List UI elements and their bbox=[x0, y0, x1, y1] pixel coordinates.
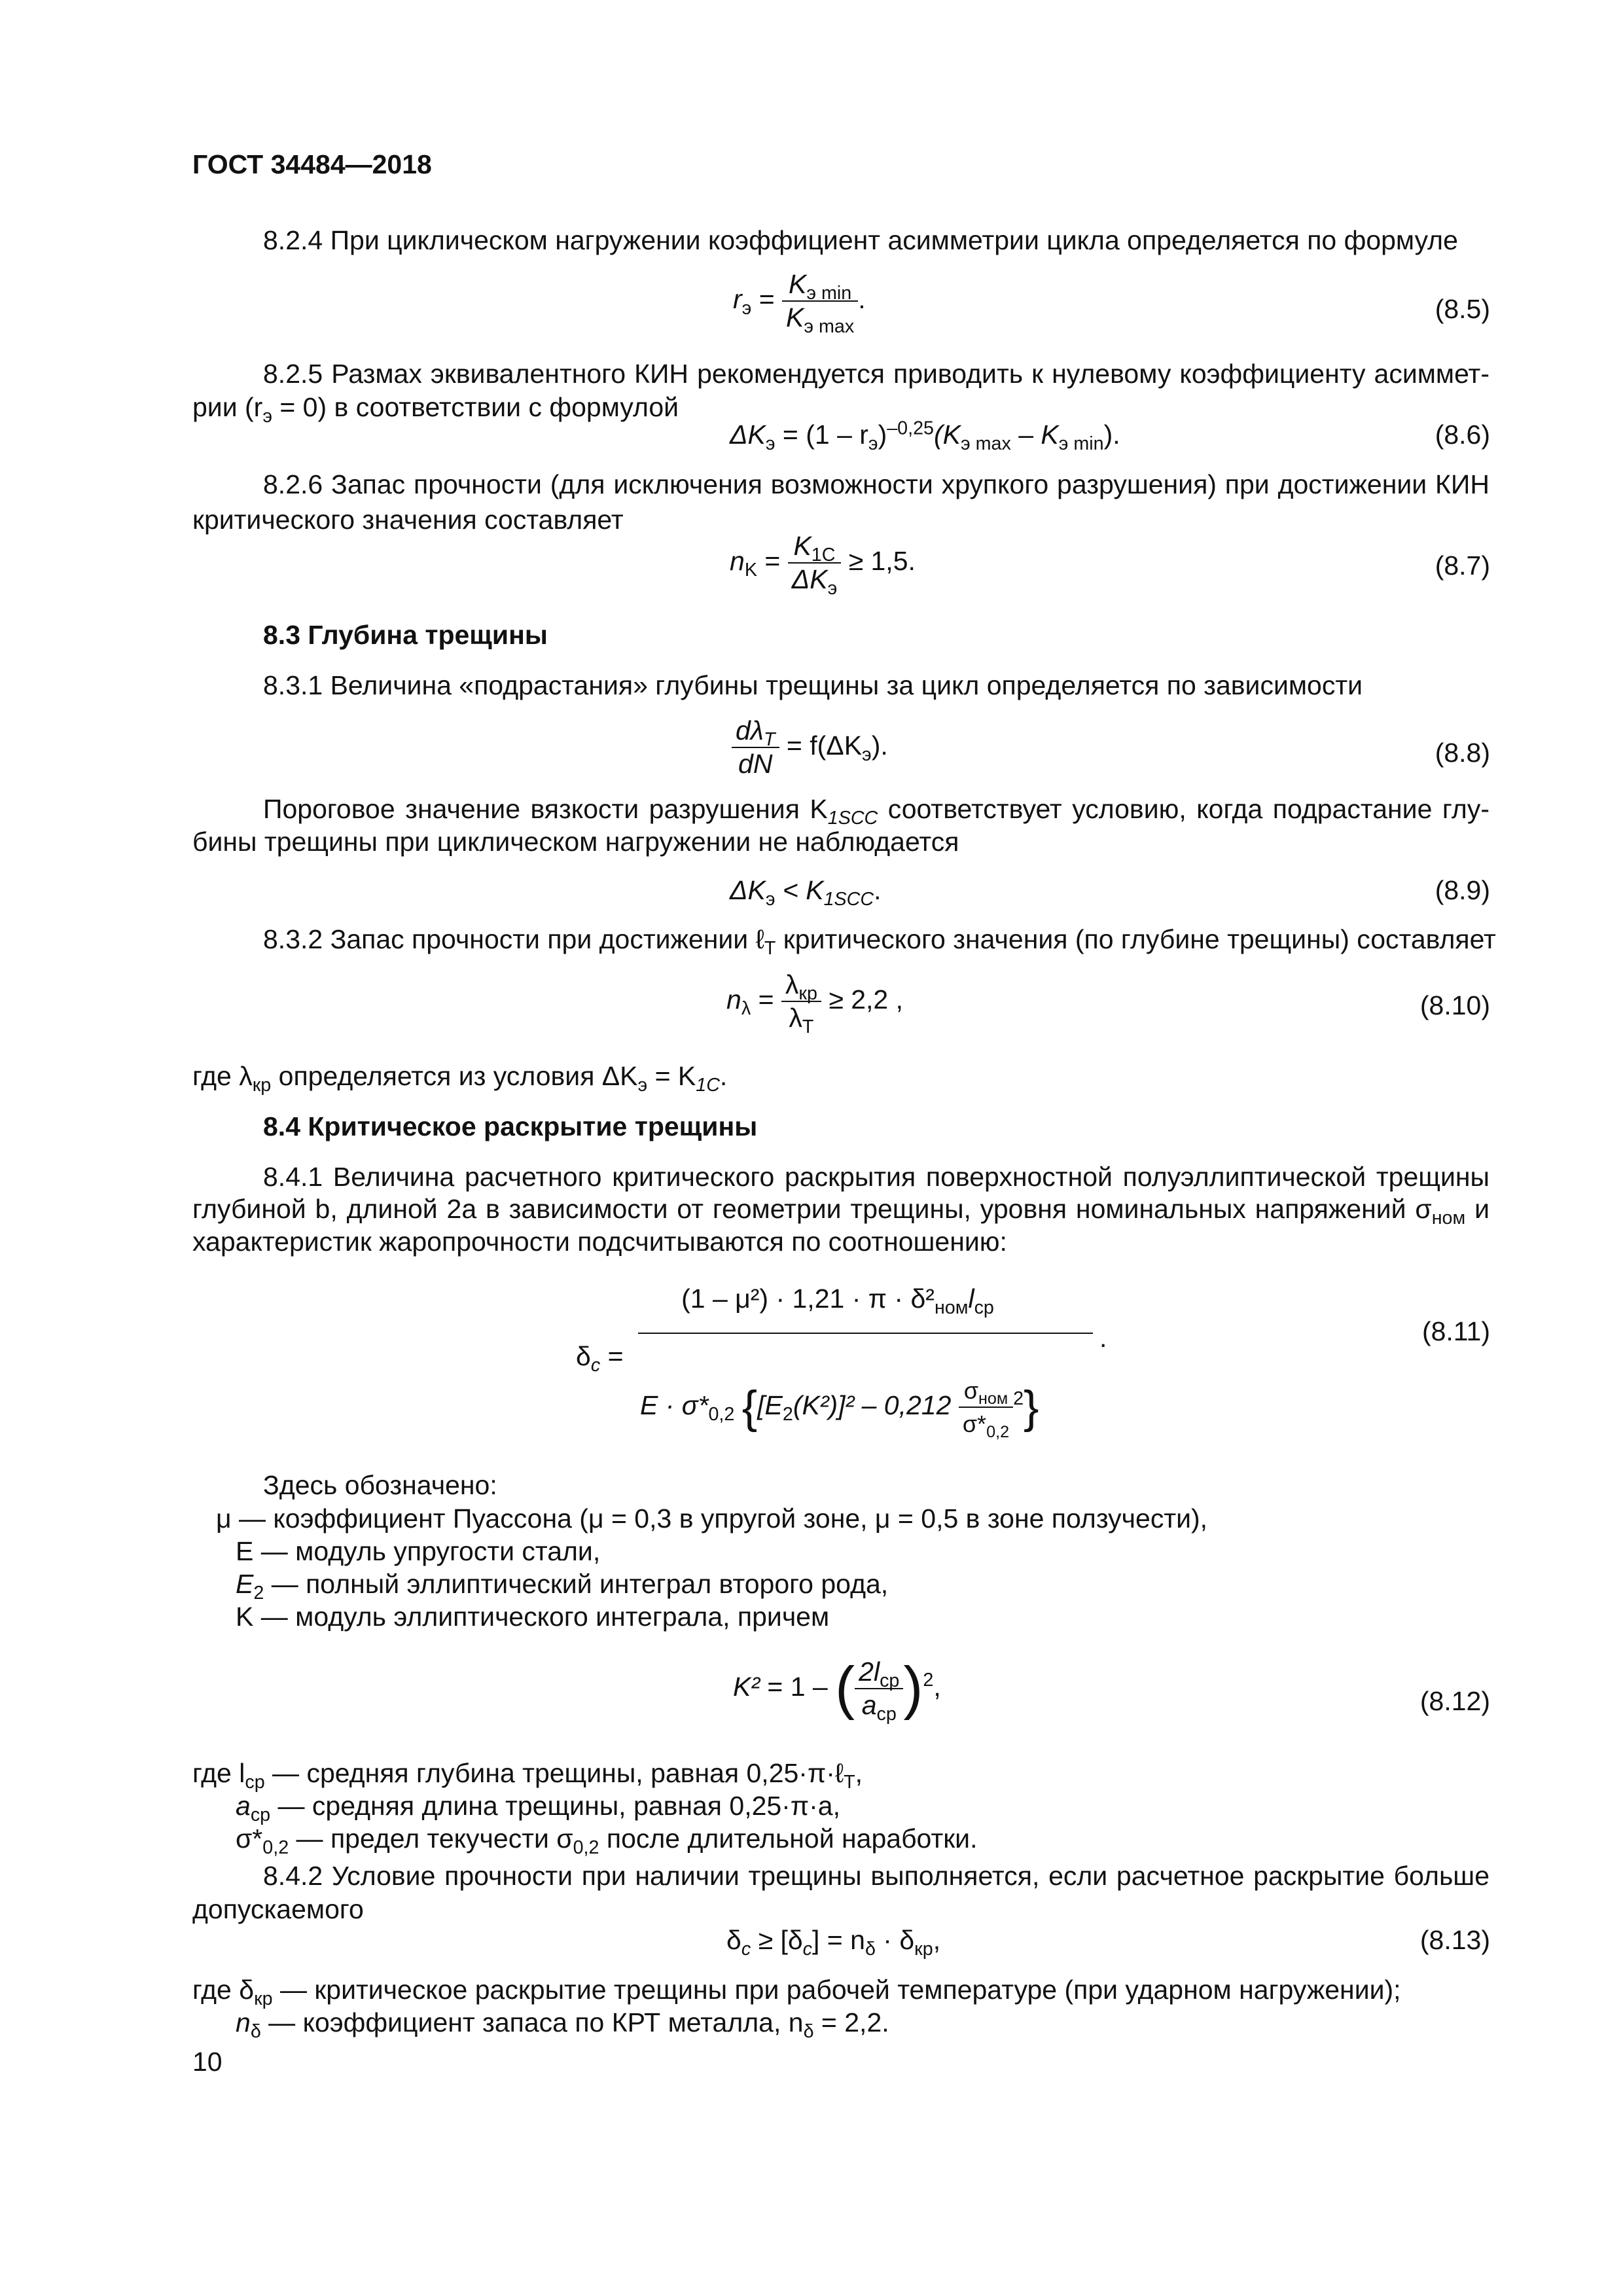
formula-8-12: K² = 1 – ( $\frac{2l_{ср}}{a_{ср}}$ )$^2$, bbox=[733, 1655, 941, 1725]
paragraph-8-2-4: 8.2.4 При циклическом нагружении коэффициент асимметрии цикла определяется по формуле bbox=[263, 225, 1458, 255]
formula-number-8-7: (8.7) bbox=[1435, 550, 1490, 581]
where-8-12-line1: где $l_{ср}$ — средняя глубина трещины, равная 0,25·π·ℓ$_T$, bbox=[192, 1758, 863, 1793]
definition-K: K — модуль эллиптического интеграла, причем bbox=[236, 1602, 830, 1632]
paragraph-8-4-2-line1: 8.4.2 Условие прочности при наличии трещины выполняется, если расчетное раскрытие больше bbox=[263, 1861, 1489, 1891]
formula-8-10: $n_\lambda$ = $\frac{\lambda_{кр}}{\lambda_T}$ ≥ 2,2 , bbox=[726, 969, 903, 1038]
where-8-12-line3: $\sigma*_{0,2}$ — предел текучести $\sigma_{0,2}$ после длительной наработки. bbox=[236, 1823, 978, 1859]
formula-8-11-denominator: $E \cdot \sigma*_{0,2}$ {$[E_2(K^2)]^2 - 0,212$ $\frac{\sigma_{ном}}{\sigma*_{0,2}}$ $^2$} bbox=[640, 1374, 1039, 1440]
formula-number-8-9: (8.9) bbox=[1435, 875, 1490, 905]
formula-number-8-12: (8.12) bbox=[1419, 1686, 1490, 1716]
paragraph-8-4-2-line2: допускаемого bbox=[192, 1894, 364, 1924]
where-8-13-line1: где $\delta_{кр}$ — критическое раскрытие трещины при рабочей температуре (при ударном нагружении); bbox=[192, 1975, 1401, 2010]
page-number: 10 bbox=[192, 2047, 223, 2077]
paragraph-8-2-6-line2: критического значения составляет bbox=[192, 505, 624, 535]
document-header: ГОСТ 34484—2018 bbox=[192, 149, 432, 179]
formula-number-8-5: (8.5) bbox=[1435, 294, 1490, 324]
definitions-intro: Здесь обозначено: bbox=[263, 1470, 497, 1500]
where-8-12-line2: $a_{ср}$ — средняя длина трещины, равная 0,25·π·a, bbox=[236, 1791, 840, 1826]
paragraph-8-4-1-line3: характеристик жаропрочности подсчитываются по соотношению: bbox=[192, 1227, 1007, 1257]
definition-E2: $E_2$ — полный эллиптический интеграл второго рода, bbox=[236, 1569, 889, 1604]
formula-number-8-6: (8.6) bbox=[1435, 420, 1490, 450]
paragraph-threshold-line1: Пороговое значение вязкости разрушения $K_{1SCC}$ соответствует условию, когда подрастание глу- bbox=[263, 794, 1489, 829]
paragraph-8-3-1: 8.3.1 Величина «подрастания» глубины трещины за цикл определяется по зависимости bbox=[263, 670, 1363, 700]
where-8-13-line2: $n_\delta$ — коэффициент запаса по КРТ металла, $n_\delta = 2,2$. bbox=[236, 2007, 889, 2043]
formula-number-8-11: (8.11) bbox=[1421, 1316, 1490, 1346]
formula-8-9: $\Delta K_э < K_{1SCC}$. bbox=[730, 875, 882, 910]
section-heading-8-3: 8.3 Глубина трещины bbox=[263, 620, 548, 650]
formula-8-8: $\frac{d\lambda_T}{dN}$ = $f(\Delta K_э)$. bbox=[732, 715, 888, 780]
paragraph-8-3-2: 8.3.2 Запас прочности при достижении ℓ$_T$ критического значения (по глубине трещины) составляет bbox=[263, 924, 1496, 960]
paragraph-threshold-line2: бины трещины при циклическом нагружении не наблюдается bbox=[192, 827, 959, 857]
paragraph-8-2-5-line1: 8.2.5 Размах эквивалентного КИН рекомендуется приводить к нулевому коэффициенту асиммет- bbox=[263, 359, 1489, 389]
definition-mu: μ — коэффициент Пуассона (μ = 0,3 в упругой зоне, μ = 0,5 в зоне ползучести), bbox=[216, 1503, 1208, 1534]
formula-8-5: $r_э$ = $\frac{K_{э min}}{K_{э max}}$ . bbox=[733, 269, 866, 338]
paragraph-8-4-1-line1: 8.4.1 Величина расчетного критического раскрытия поверхностной полуэллиптической трещины bbox=[263, 1162, 1489, 1192]
formula-8-11-fraction-bar bbox=[638, 1333, 1093, 1334]
paragraph-8-2-5-line2: рии $(r_э = 0)$ в соответствии с формулой bbox=[192, 392, 679, 427]
paragraph-8-2-6-line1: 8.2.6 Запас прочности (для исключения возможности хрупкого разрушения) при достижении КИН bbox=[263, 469, 1489, 499]
where-8-10: где $\lambda_{кр}$ определяется из условия $\Delta K_э = K_{1C}$. bbox=[192, 1061, 728, 1096]
formula-8-11-numerator: $(1 - \mu^2) \cdot 1,21 \cdot \pi \cdot \delta^2_{ном}l_{ср}$ bbox=[681, 1283, 994, 1319]
formula-8-11: $\delta_c$ = $(1 - \mu^2) \cdot 1,21 \cdot \pi \cdot \delta^2_{ном}l_{ср}$ $E \cdot \sigma*_{0,2}$ {$[E_2(K^2)]^2 - 0,212$ $\frac{\sigma_{ном}}{\sigma*_{0,2}}$ $^2$} . bbox=[576, 1283, 1107, 1442]
definition-E: E — модуль упругости стали, bbox=[236, 1536, 601, 1566]
formula-8-6: $\Delta K_э = (1 - r_э)^{-0,25}(K_{э max} - K_{э min})$. bbox=[730, 418, 1120, 455]
formula-number-8-10: (8.10) bbox=[1419, 990, 1490, 1020]
formula-8-13: $\delta_c \ge [\delta_c] = n_\delta \cdot \delta_{кр}$, bbox=[726, 1925, 941, 1960]
formula-number-8-8: (8.8) bbox=[1435, 738, 1490, 768]
section-heading-8-4: 8.4 Критическое раскрытие трещины bbox=[263, 1111, 758, 1141]
formula-8-7: $n_K$ = $\frac{K_{1C}}{\Delta K_э}$ ≥ 1,5. bbox=[730, 531, 916, 600]
formula-8-11-lhs: $\delta_c$ = bbox=[576, 1341, 624, 1376]
formula-number-8-13: (8.13) bbox=[1419, 1925, 1490, 1955]
paragraph-8-4-1-line2: глубиной b, длиной 2a в зависимости от геометрии трещины, уровня номинальных напряжений $\sigma_{ном}$ и bbox=[192, 1194, 1489, 1229]
